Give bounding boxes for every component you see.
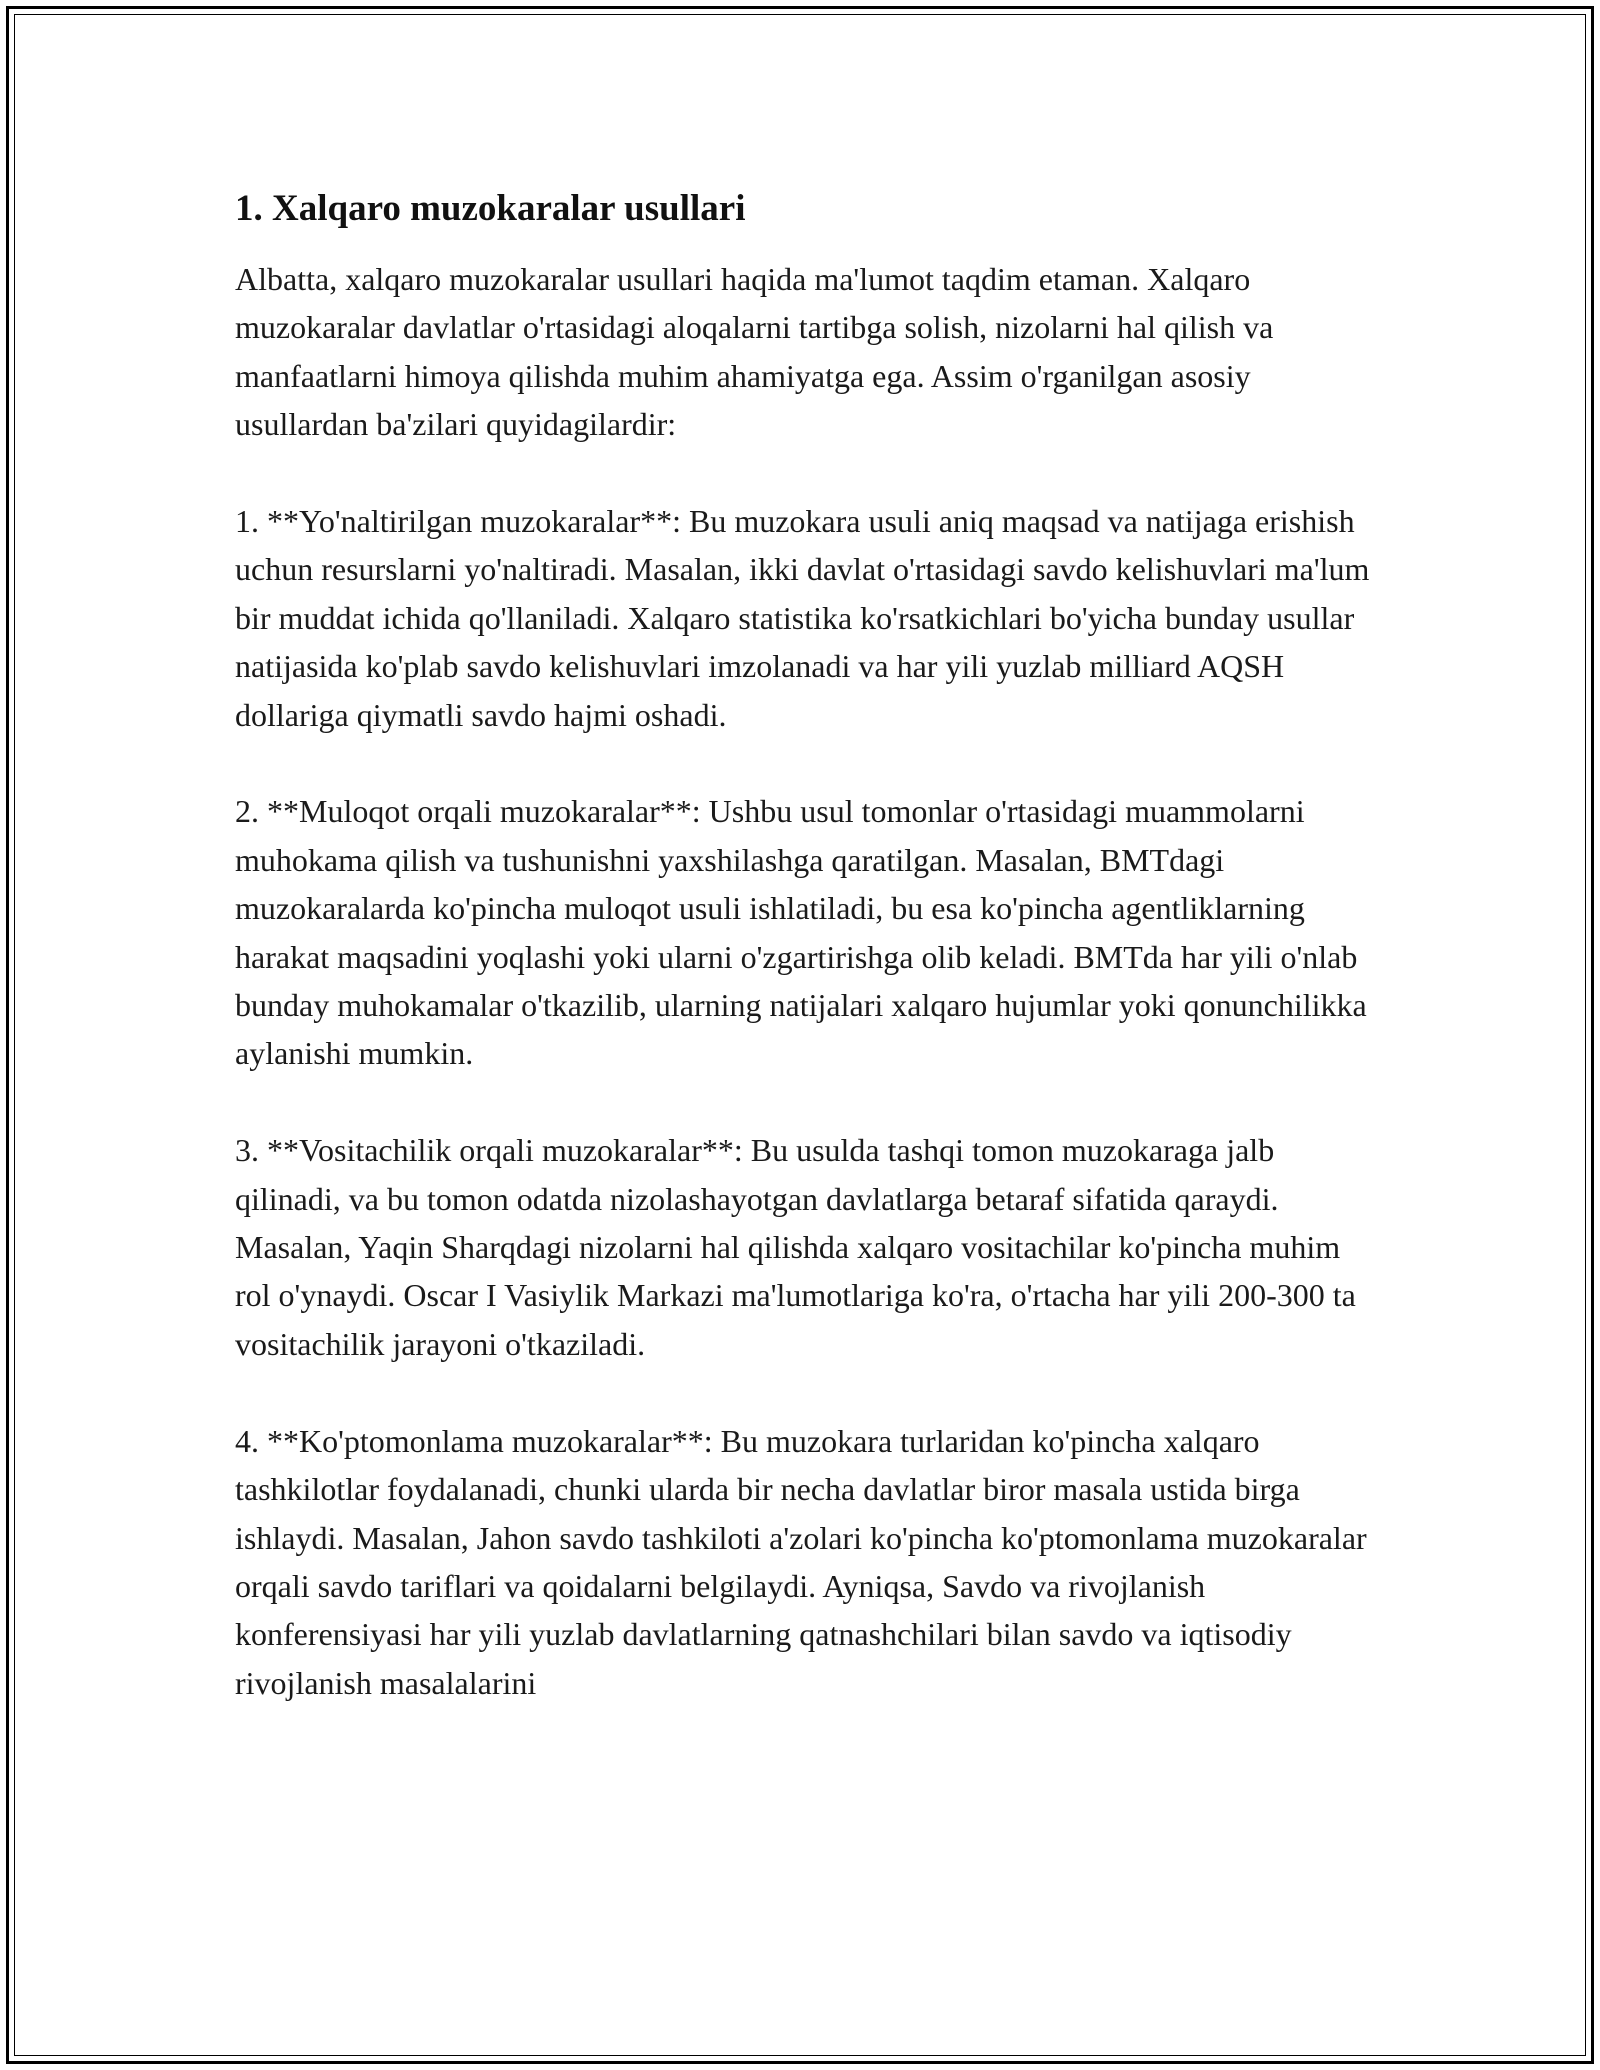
method-3-paragraph: 3. **Vositachilik orqali muzokaralar**: Bu usulda tashqi tomon muzokaraga jalb qilinadi, va bu tomon odatda nizolashayotgan davlatlarga betaraf sifatida qaraydi. Masalan, Yaqin Sharqdagi nizolarni hal qilishda xalqaro vositachilar ko'pincha muhim rol o'ynaydi. Oscar I Vasiylik Markazi ma'lumotlariga ko'ra, o'rtacha har yili 200-300 ta vositachilik jarayoni o'tkaziladi. bbox=[235, 1132, 1356, 1362]
method-1-paragraph: 1. **Yo'naltirilgan muzokaralar**: Bu muzokara usuli aniq maqsad va natijaga erishish uchun resurslarni yo'naltiradi. Masalan, ikki davlat o'rtasidagi savdo kelishuvlari ma'lum bir muddat ichida qo'llaniladi. Xalqaro statistika ko'rsatkichlari bo'yicha bunday usullar natijasida ko'plab savdo kelishuvlari imzolanadi va har yili yuzlab milliard AQSH dollariga qiymatli savdo hajmi oshadi. bbox=[235, 503, 1370, 733]
method-4-paragraph: 4. **Ko'ptomonlama muzokaralar**: Bu muzokara turlaridan ko'pincha xalqaro tashkilotlar foydalanadi, chunki ularda bir necha davlatlar biror masala ustida birga ishlaydi. Masalan, Jahon savdo tashkiloti a'zolari ko'pincha ko'ptomonlama muzokaralar orqali savdo tariflari va qoidalarni belgilaydi. Ayniqsa, Savdo va rivojlanish konferensiyasi har yili yuzlab davlatlarning qatnashchilari bilan savdo va iqtisodiy rivojlanish masalalarini bbox=[235, 1422, 1367, 1701]
method-2-paragraph: 2. **Muloqot orqali muzokaralar**: Ushbu usul tomonlar o'rtasidagi muammolarni muhokama qilish va tushunishni yaxshilashga qaratilgan. Masalan, BMTdagi muzokaralarda ko'pincha muloqot usuli ishlatiladi, bu esa ko'pincha agentliklarning harakat maqsadini yoqlashi yoki ularni o'zgartirishga olib keladi. BMTda har yili o'nlab bunday muhokamalar o'tkazilib, ularning natijalari xalqaro hujumlar yoki qonunchilikka aylanishi mumkin. bbox=[235, 793, 1367, 1072]
intro-paragraph: Albatta, xalqaro muzokaralar usullari haqida ma'lumot taqdim etaman. Xalqaro muzokaralar davlatlar o'rtasidagi aloqalarni tartibga solish, nizolarni hal qilish va manfaatlarni himoya qilishda muhim ahamiyatga ega. Assim o'rganilgan asosiy usullardan ba'zilari quyidagilardir: bbox=[235, 261, 1274, 443]
document-body bbox=[235, 185, 1375, 1707]
section-heading: 1. Xalqaro muzokaralar usullari bbox=[235, 188, 746, 229]
